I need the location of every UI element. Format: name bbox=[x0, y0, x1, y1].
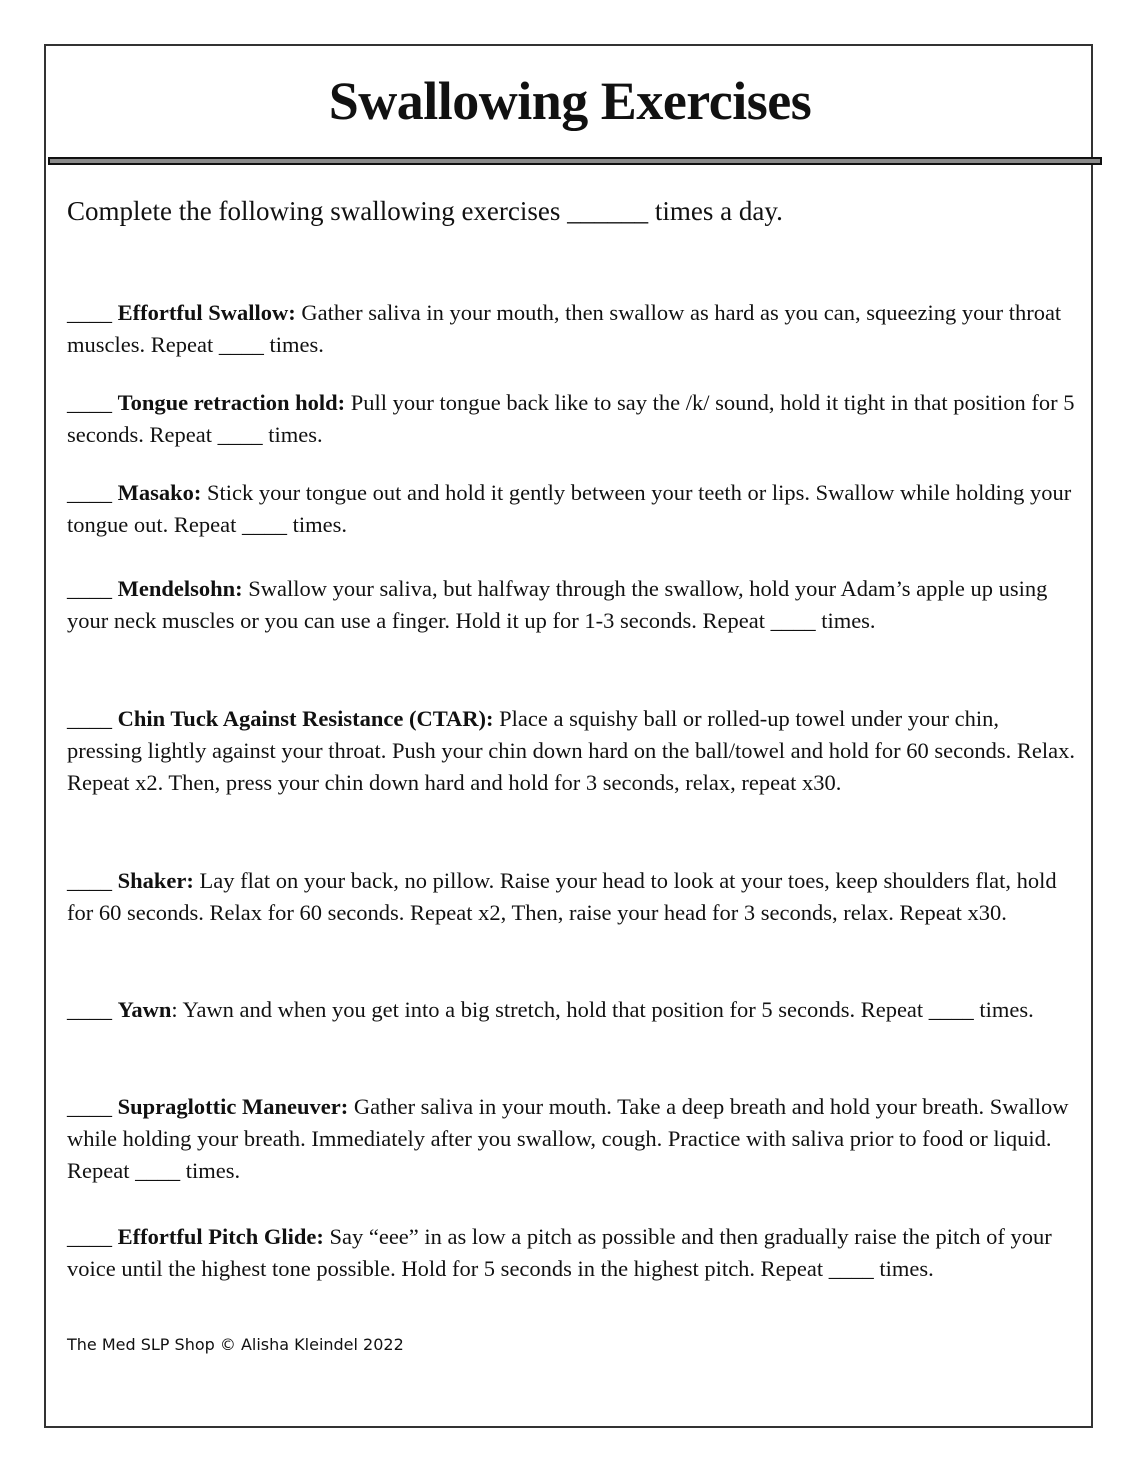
check-blank: ____ bbox=[67, 300, 112, 325]
exercise-description: Say “eee” in as low a pitch as possible and then gradually raise the pitch of your voice until the highest tone possible. Hold for 5 seconds in the highest pitch. Repeat ____ times. bbox=[67, 1224, 1052, 1281]
exercise-description: Gather saliva in your mouth. Take a deep breath and hold your breath. Swallow while holding your breath. Immediately after you swallow, cough. Practice with saliva prior to food or liquid. Repeat ____ times. bbox=[67, 1094, 1069, 1183]
check-blank: ____ bbox=[67, 997, 112, 1022]
exercise-name: Effortful Swallow: bbox=[117, 300, 296, 325]
check-blank: ____ bbox=[67, 390, 112, 415]
exercise-name: Masako: bbox=[117, 480, 202, 505]
exercise-name: Effortful Pitch Glide: bbox=[117, 1224, 324, 1249]
exercise-name: Yawn bbox=[117, 997, 172, 1022]
exercise-name: Supraglottic Maneuver: bbox=[117, 1094, 349, 1119]
title-divider bbox=[48, 157, 1102, 165]
exercise-description: Place a squishy ball or rolled-up towel under your chin, pressing lightly against your throat. Push your chin down hard on the ball/towel and hold for 60 seconds. Relax. Repeat x2. Then, press your chin down hard and hold for 3 seconds, relax, repeat x30. bbox=[67, 706, 1075, 795]
exercise-item bbox=[67, 573, 1077, 637]
exercise-description: : Yawn and when you get into a big stretch, hold that position for 5 seconds. Repeat ____ times. bbox=[171, 997, 1034, 1022]
exercise-item bbox=[67, 387, 1077, 451]
intro-instruction: Complete the following swallowing exercises ______ times a day. bbox=[67, 196, 783, 226]
check-blank: ____ bbox=[67, 1224, 112, 1249]
exercise-item bbox=[67, 1091, 1077, 1187]
exercise-item bbox=[67, 994, 1077, 1026]
exercise-description: Stick your tongue out and hold it gently between your teeth or lips. Swallow while holding your tongue out. Repeat ____ times. bbox=[67, 480, 1072, 537]
exercise-item bbox=[67, 1221, 1077, 1285]
exercise-item bbox=[67, 477, 1077, 541]
exercise-name: Chin Tuck Against Resistance (CTAR): bbox=[117, 706, 494, 731]
page-title: Swallowing Exercises bbox=[328, 71, 812, 131]
exercise-item bbox=[67, 297, 1077, 361]
check-blank: ____ bbox=[67, 576, 112, 601]
exercise-description: Pull your tongue back like to say the /k/ sound, hold it tight in that position for 5 seconds. Repeat ____ times. bbox=[67, 390, 1075, 447]
exercise-item bbox=[67, 865, 1077, 929]
exercise-name: Mendelsohn: bbox=[117, 576, 243, 601]
check-blank: ____ bbox=[67, 480, 112, 505]
exercise-item bbox=[67, 703, 1077, 799]
exercise-description: Gather saliva in your mouth, then swallow as hard as you can, squeezing your throat muscles. Repeat ____ times. bbox=[67, 300, 1062, 357]
copyright-footer: The Med SLP Shop © Alisha Kleindel 2022 bbox=[67, 1335, 404, 1354]
check-blank: ____ bbox=[67, 706, 112, 731]
check-blank: ____ bbox=[67, 1094, 112, 1119]
exercise-description: Lay flat on your back, no pillow. Raise your head to look at your toes, keep shoulders flat, hold for 60 seconds. Relax for 60 seconds. Repeat x2, Then, raise your head for 3 seconds, relax. Repeat x30. bbox=[67, 868, 1057, 925]
exercise-name: Shaker: bbox=[117, 868, 194, 893]
check-blank: ____ bbox=[67, 868, 112, 893]
exercise-name: Tongue retraction hold: bbox=[117, 390, 346, 415]
exercise-description: Swallow your saliva, but halfway through the swallow, hold your Adam’s apple up using your neck muscles or you can use a finger. Hold it up for 1-3 seconds. Repeat ____ times. bbox=[67, 576, 1048, 633]
